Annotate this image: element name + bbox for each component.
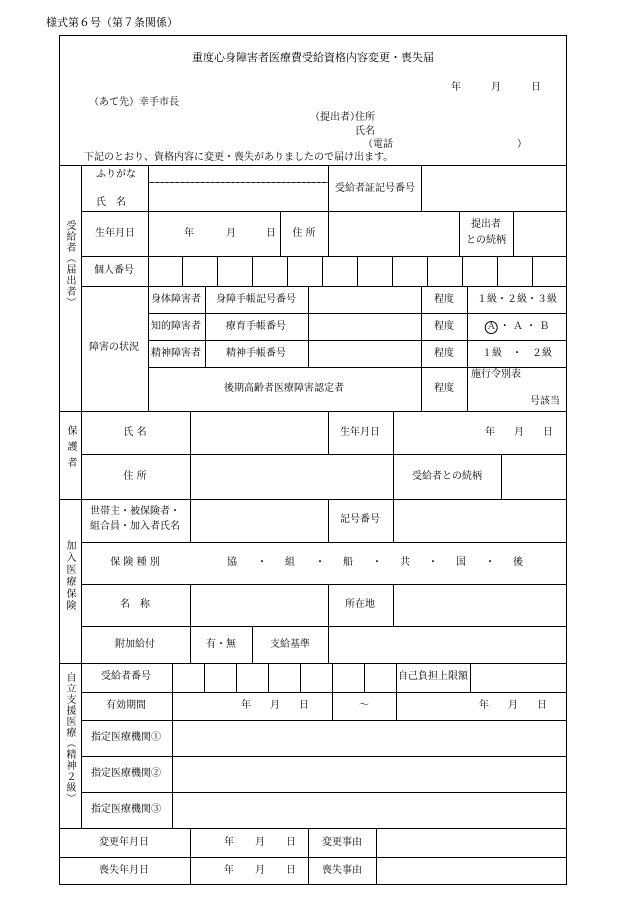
rule: [81, 792, 567, 793]
rule: [182, 256, 183, 286]
loss-year: 年: [224, 865, 234, 876]
physical-grades: １級・２級・３級: [477, 294, 557, 305]
rule: [513, 211, 514, 256]
rule: [328, 626, 329, 663]
submitter-phone-label: （電話: [363, 139, 393, 150]
rule: [300, 663, 301, 692]
rule: [217, 256, 218, 286]
rule: [357, 256, 358, 286]
rule: [328, 165, 329, 256]
rule: [205, 286, 206, 367]
symbol-number-label: 記号番号: [340, 514, 380, 525]
header-date-month: 月: [491, 82, 501, 93]
type-separator: ・: [372, 557, 382, 568]
mental-disability-label: 精神障害者: [151, 348, 201, 359]
type-senin: 船: [343, 557, 353, 568]
rule: [421, 286, 422, 411]
rule: [81, 256, 567, 257]
rule: [172, 663, 173, 828]
change-reason-label: 変更事由: [322, 837, 362, 848]
change-day: 日: [286, 837, 296, 848]
rule: [328, 499, 329, 542]
intellectual-book-label: 療育手帳番号: [226, 321, 286, 332]
submitter-address-label: 住所: [355, 112, 375, 123]
valid-from-day: 日: [299, 700, 309, 711]
type-kyosai: 共: [400, 557, 410, 568]
change-month: 月: [255, 837, 265, 848]
physical-disability-label: 身体障害者: [151, 294, 201, 305]
rule: [190, 584, 191, 663]
rule: [308, 828, 309, 885]
relation-label-line1: 提出者: [471, 219, 501, 230]
submitter-label: （提出者）: [310, 112, 360, 123]
intellectual-disability-label: 知的障害者: [151, 321, 201, 332]
rule: [190, 411, 191, 542]
type-kokuho: 国: [456, 557, 466, 568]
individual-number-label: 個人番号: [94, 265, 134, 276]
rule: [252, 256, 253, 286]
guardian-month-label: 月: [514, 427, 524, 438]
holder-label-line2: 組合員・加入者氏名: [90, 521, 180, 532]
guardian-address-label: 住 所: [123, 471, 147, 482]
insurance-section-label: 加入医療保険: [64, 540, 75, 612]
rule: [459, 211, 460, 256]
type-koki: 後: [513, 557, 523, 568]
ordinance-line2: 号該当: [530, 396, 560, 407]
rule: [81, 542, 567, 543]
rule: [467, 286, 468, 411]
recipient-section-label: 受給者（届出者）: [64, 220, 75, 308]
loss-date-label: 喪失年月日: [99, 865, 149, 876]
submitter-name-label: 氏名: [355, 126, 375, 137]
rule: [148, 313, 567, 314]
rule: [462, 256, 463, 286]
rule: [470, 663, 471, 692]
rule: [332, 663, 333, 692]
degree-label-mental: 程度: [434, 348, 454, 359]
rule: [81, 692, 567, 693]
recipient-address-label: 住 所: [292, 228, 316, 239]
rule: [81, 756, 567, 757]
valid-from-year: 年: [241, 700, 251, 711]
furigana-label: ふりがな: [96, 169, 136, 180]
rule: [396, 663, 397, 692]
elderly-certified-label: 後期高齢者医療障害認定者: [224, 383, 344, 394]
supplementary-benefit-label: 附加給付: [115, 639, 155, 650]
form-number: 様式第６号（第７条関係）: [46, 16, 178, 29]
rule: [332, 692, 333, 720]
institution2-label: 指定医療機関②: [91, 768, 161, 779]
mental-grades: １級 ・ ２級: [482, 348, 552, 359]
rule: [148, 165, 149, 286]
rule: [59, 165, 567, 166]
intellectual-grades: ・ Ａ ・ Ｂ: [499, 321, 550, 332]
holder-label-line1: 世帯主・被保険者・: [90, 506, 180, 517]
rule: [393, 454, 394, 499]
guardian-birthdate-label: 生年月日: [340, 427, 380, 438]
rule: [252, 626, 253, 663]
copay-limit-label: 自己負担上限額: [398, 671, 468, 682]
loss-reason-label: 喪失事由: [322, 865, 362, 876]
insurance-name-label: 名 称: [120, 599, 150, 610]
rule: [364, 663, 365, 692]
recipient-name-label: 氏 名: [96, 197, 126, 208]
rule: [81, 626, 567, 627]
physical-book-label: 身障手帳記号番号: [216, 294, 296, 305]
recipient-number-label: 受給者番号: [101, 671, 151, 682]
change-date-label: 変更年月日: [99, 837, 149, 848]
rule: [59, 411, 567, 412]
mental-book-label: 精神手帳番号: [226, 348, 286, 359]
payment-standard-label: 支給基準: [270, 639, 310, 650]
degree-label-intellectual: 程度: [434, 321, 454, 332]
rule: [148, 340, 567, 341]
type-kyokai: 協: [227, 557, 237, 568]
rule: [392, 256, 393, 286]
rule: [59, 663, 567, 664]
insurance-type-label: 保 険 種 別: [110, 557, 160, 568]
guardian-relation-label: 受給者との続柄: [412, 471, 482, 482]
birthdate-label: 生年月日: [95, 228, 135, 239]
rule: [421, 165, 422, 211]
intellectual-grades-group: [485, 321, 550, 334]
furigana-divider: [148, 182, 328, 183]
form-title: 重度心身障害者医療費受給資格内容変更・喪失届: [192, 51, 434, 64]
valid-period-label: 有効期間: [106, 700, 146, 711]
rule: [280, 211, 281, 256]
type-separator: ・: [428, 557, 438, 568]
loss-day: 日: [286, 865, 296, 876]
rule: [427, 256, 428, 286]
rule: [501, 454, 502, 499]
rule: [328, 584, 329, 626]
guardian-year-label: 年: [485, 427, 495, 438]
guardian-section-label: 保護者: [65, 425, 76, 473]
rule: [532, 256, 533, 286]
rule: [497, 256, 498, 286]
rule: [81, 584, 567, 585]
rule: [287, 256, 288, 286]
rule: [236, 663, 237, 692]
rule: [81, 286, 567, 287]
valid-to-year: 年: [479, 700, 489, 711]
rule: [204, 663, 205, 692]
institution3-label: 指定医療機関③: [91, 804, 161, 815]
rule: [59, 499, 567, 500]
type-separator: ・: [257, 557, 267, 568]
rule: [81, 211, 567, 212]
valid-period-tilde: ～: [359, 700, 369, 711]
rule: [148, 367, 567, 368]
rule: [328, 411, 329, 454]
header-date-day: 日: [531, 82, 541, 93]
self-support-section-label: 自立支援医療（精神２級）: [64, 672, 75, 804]
rule: [322, 256, 323, 286]
rule: [393, 411, 394, 454]
rule: [59, 828, 567, 829]
rule: [148, 286, 149, 411]
guardian-name-label: 氏 名: [123, 427, 147, 438]
rule: [376, 828, 377, 885]
intellectual-grade-a-circled: Ａ: [486, 322, 496, 332]
rule: [308, 286, 309, 367]
rule: [81, 720, 567, 721]
submitter-phone-close: ）: [517, 139, 527, 150]
cert-number-label: 受給者証記号番号: [335, 183, 415, 194]
rule: [393, 584, 394, 626]
relation-label-line2: との続柄: [466, 235, 506, 246]
loss-month: 月: [255, 865, 265, 876]
header-date-year: 年: [451, 82, 461, 93]
rule: [396, 692, 397, 720]
guardian-day-label: 日: [543, 427, 553, 438]
ordinance-line1: 施行令別表: [471, 369, 521, 380]
degree-label-elderly: 程度: [434, 383, 454, 394]
valid-to-month: 月: [508, 700, 518, 711]
supplementary-yes-no: 有・無: [206, 639, 236, 650]
insurance-location-label: 所在地: [345, 599, 375, 610]
rule: [81, 454, 567, 455]
birth-day-label: 日: [266, 228, 276, 239]
birth-month-label: 月: [226, 228, 236, 239]
notice-text: 下記のとおり、資格内容に変更・喪失がありましたので届け出ます。: [84, 152, 394, 163]
rule: [268, 663, 269, 692]
valid-to-day: 日: [537, 700, 547, 711]
degree-label-physical: 程度: [434, 294, 454, 305]
valid-from-month: 月: [270, 700, 280, 711]
birth-year-label: 年: [184, 228, 194, 239]
type-kumiai: 組: [285, 557, 295, 568]
rule: [81, 165, 82, 828]
type-separator: ・: [315, 557, 325, 568]
rule: [190, 828, 191, 885]
change-year: 年: [224, 837, 234, 848]
institution1-label: 指定医療機関①: [91, 732, 161, 743]
rule: [393, 499, 394, 542]
disability-status-label: 障害の状況: [89, 342, 139, 353]
type-separator: ・: [485, 557, 495, 568]
addressee: （あて先）幸手市長: [89, 97, 179, 108]
rule: [59, 857, 567, 858]
